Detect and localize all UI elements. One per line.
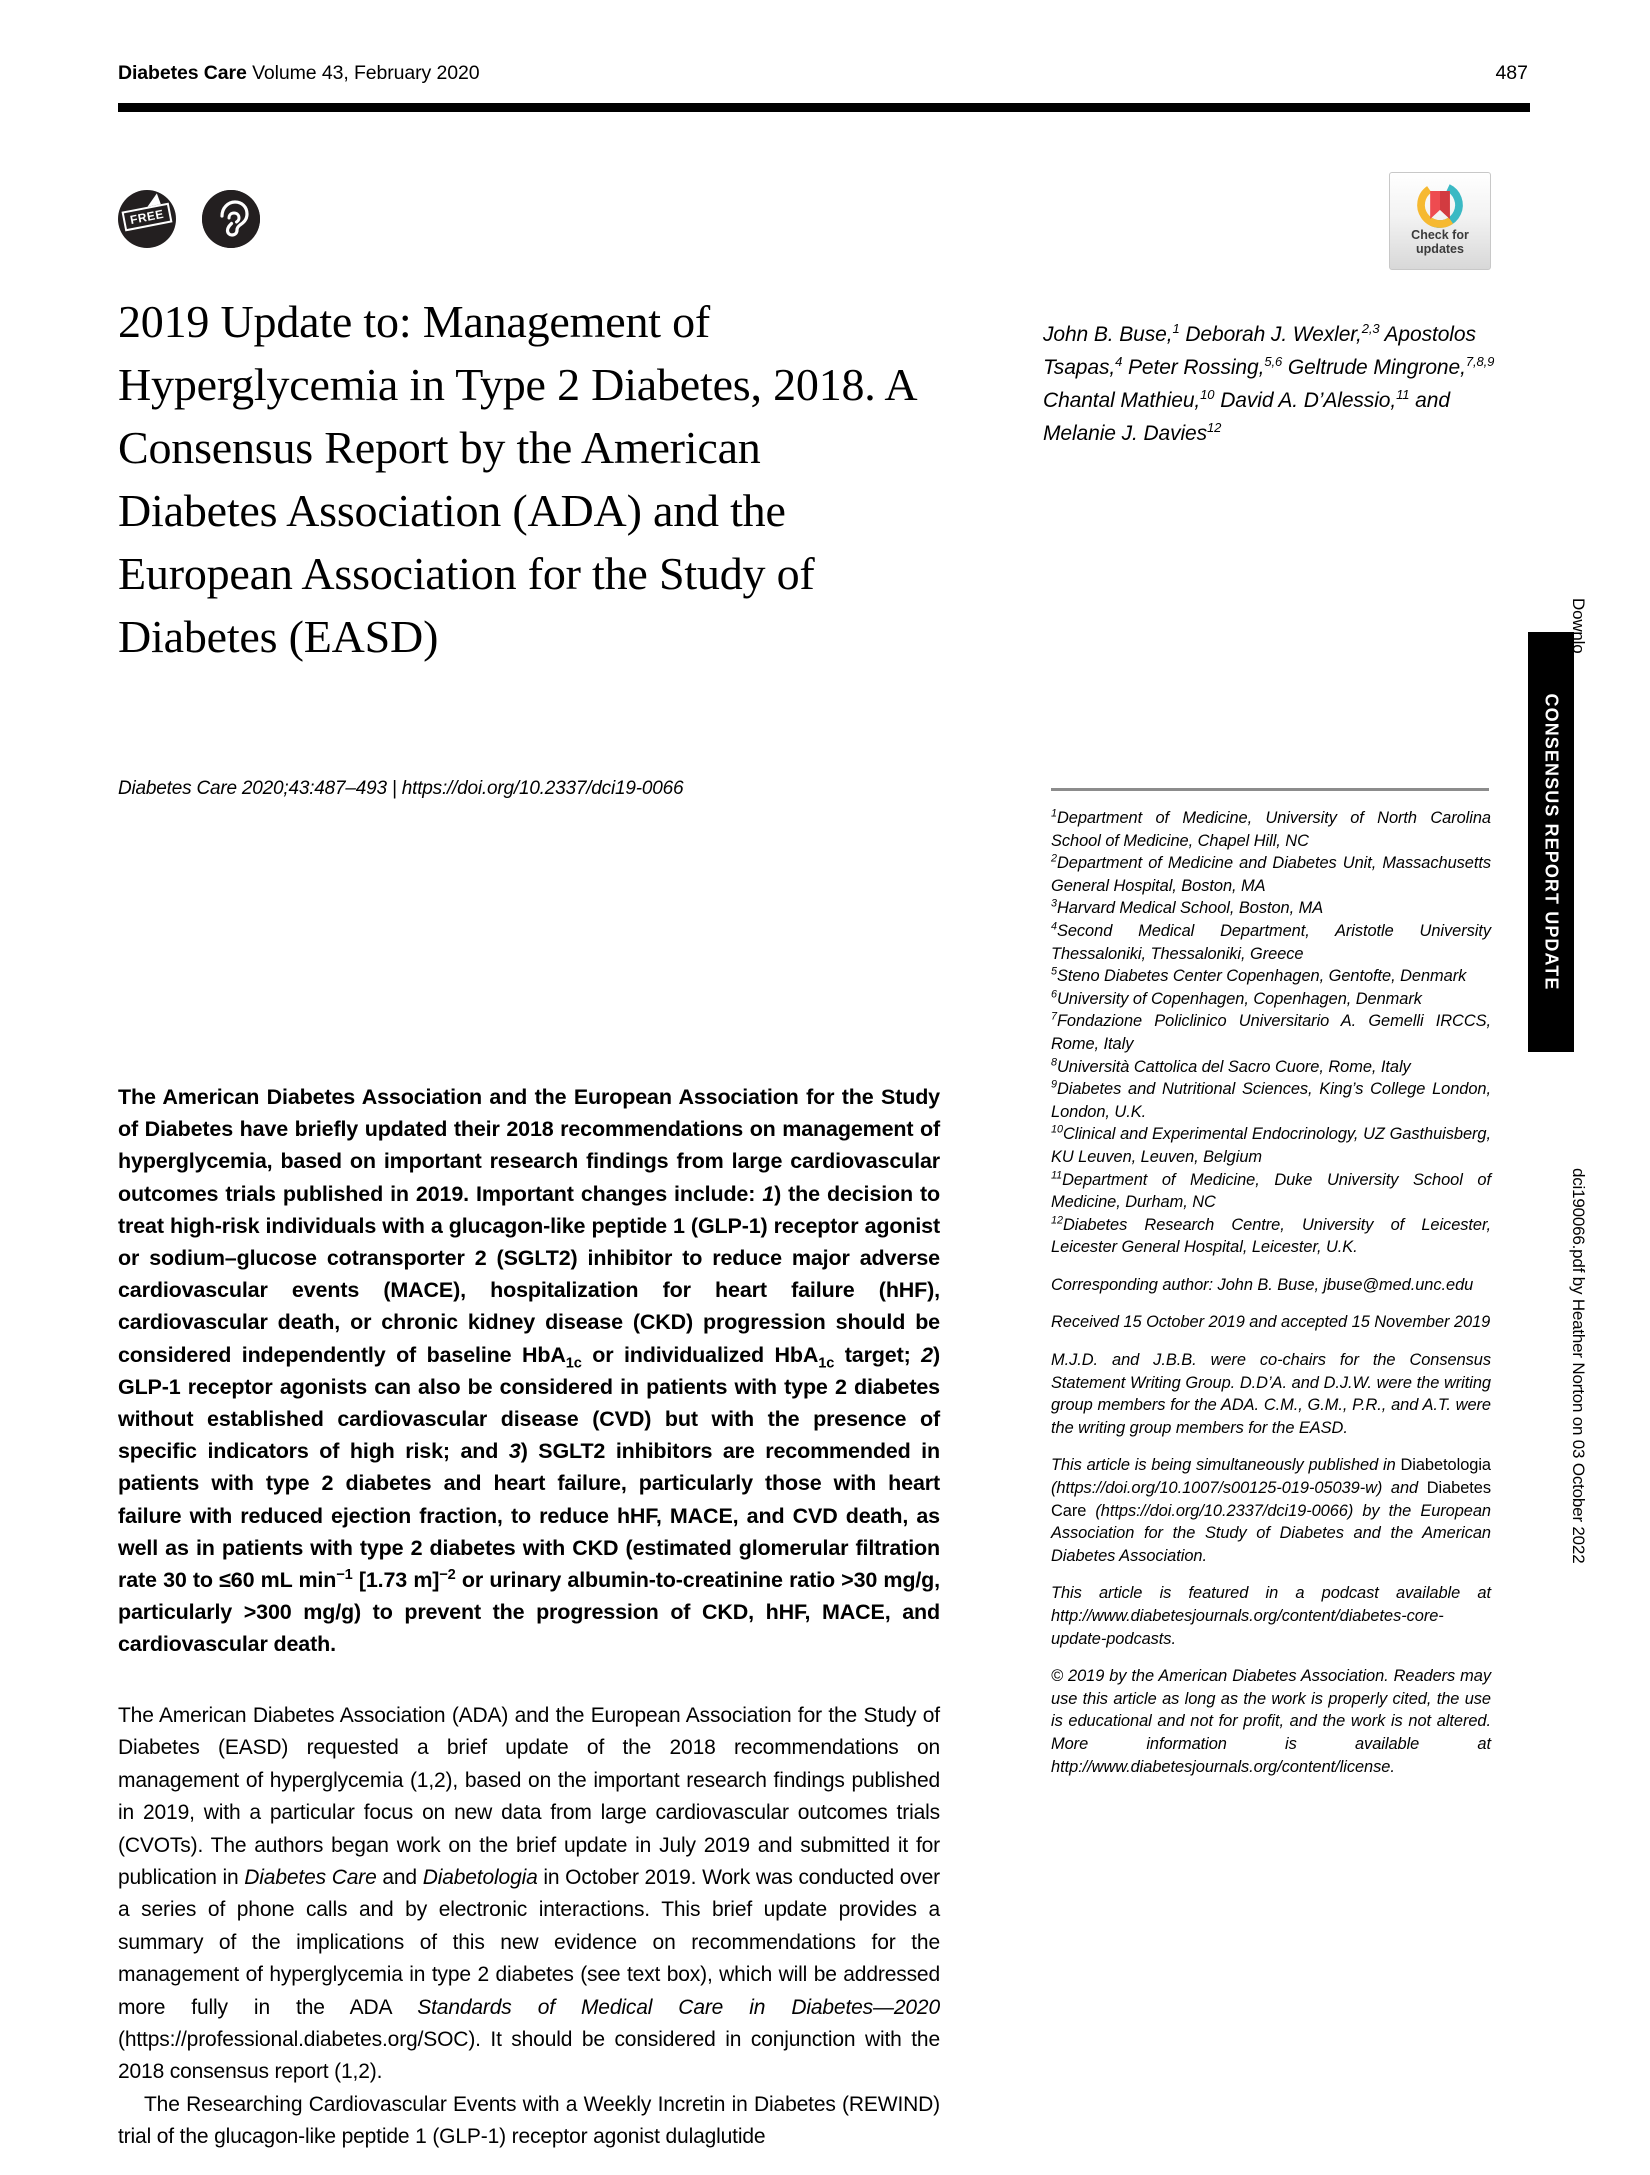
- affiliation-marker: 4: [1051, 920, 1057, 933]
- received-accepted-note: Received 15 October 2019 and accepted 15 November 2019: [1051, 1313, 1491, 1332]
- affiliation-item: [1051, 1214, 1491, 1259]
- author-name: Geltrude Mingrone,: [1287, 356, 1466, 379]
- affiliation-marker: 2: [1051, 852, 1057, 865]
- section-side-tab-label: CONSENSUS REPORT UPDATE: [1541, 693, 1562, 991]
- affiliation-marker: 3: [1051, 897, 1057, 910]
- affiliation-text: Second Medical Department, Aristotle University Thessaloniki, Thessaloniki, Greece: [1051, 921, 1491, 963]
- body-paragraph-2: The Researching Cardiovascular Events with a Weekly Incretin in Diabetes (REWIND) trial of the glucagon-like peptide 1 (GLP-1) receptor agonist dulaglutide: [118, 2092, 940, 2149]
- abstract-exp-2: −2: [439, 1566, 456, 1583]
- author-name: Peter Rossing,: [1127, 356, 1265, 379]
- author-name: Apostolos Tsapas,: [1043, 323, 1476, 379]
- abstract-seg-8: or urinary albumin-to-creatinine ratio >30 mg/g, particularly >300 mg/g) to prevent the progression of CKD, hHF, MACE, and cardiovascular death.: [118, 1568, 940, 1657]
- affiliation-marker: 7: [1051, 1010, 1057, 1023]
- author-name: and: [1415, 389, 1450, 412]
- author-affiliation-marker: 2,3: [1361, 321, 1380, 336]
- simul-journal-2: Diabetes Care: [1051, 1479, 1491, 1520]
- check-for-updates-badge[interactable]: [1389, 172, 1491, 270]
- free-badge-text: FREE: [128, 206, 166, 228]
- abstract-seg-4: target;: [834, 1342, 922, 1367]
- abstract-hba1c-sub-2: 1c: [818, 1354, 835, 1371]
- podcast-note: This article is featured in a podcast available at http://www.diabetesjournals.org/content/diabetes-core-update-podcasts.: [1051, 1584, 1491, 1648]
- abstract-seg-6: ) SGLT2 inhibitors are recommended in patients with type 2 diabetes and heart failure, particularly those with heart failure with reduced ejection fraction, to reduce hHF, MACE, and CVD death, as well as in patients with type 2 diabetes with CKD (estimated glomerular filtration rate 30 to ≤60 mL min: [118, 1439, 940, 1593]
- article-title: 2019 Update to: Management of Hyperglycemia in Type 2 Diabetes, 2018. A Consensus Report by the American Diabetes Association (ADA) and the European Association for the Study of Diabetes (EASD): [118, 296, 915, 662]
- running-head: [118, 62, 1528, 92]
- affiliation-item: [1051, 852, 1491, 897]
- body-p1-journal-2: Diabetologia: [422, 1866, 538, 1890]
- page-number: 487: [1495, 62, 1528, 84]
- author-affiliation-marker: 11: [1396, 387, 1410, 402]
- affiliation-marker: 8: [1051, 1056, 1057, 1069]
- affiliations-and-notes: [1051, 807, 1491, 1778]
- affiliation-marker: 1: [1051, 807, 1057, 820]
- affiliation-item: [1051, 1010, 1491, 1055]
- affiliation-marker: 12: [1051, 1214, 1063, 1227]
- body-text: [118, 1700, 940, 2154]
- volume-issue: Volume 43, February 2020: [252, 62, 480, 84]
- abstract-item-2-number: 2: [921, 1342, 933, 1367]
- affiliation-item: [1051, 807, 1491, 852]
- author-contributions-note: M.J.D. and J.B.B. were co-chairs for the Consensus Statement Writing Group. D.D’A. and D.J.W. were the writing group members for the ADA. C.M., G.M., P.R., and A.T. were the writing group members for the EASD.: [1051, 1351, 1491, 1437]
- author-name: Chantal Mathieu,: [1043, 389, 1201, 412]
- crossmark-line-1: Check for: [1411, 228, 1469, 242]
- section-side-tab: [1528, 632, 1574, 1052]
- affiliation-item: [1051, 1123, 1491, 1168]
- copyright-note: © 2019 by the American Diabetes Association. Readers may use this article as long as the work is properly cited, the use is educational and not for profit, and the work is not altered. More information is available at http://www.diabetesjournals.org/content/license.: [1051, 1667, 1491, 1776]
- author-list: [1043, 318, 1503, 450]
- author-name: Deborah J. Wexler,: [1185, 323, 1362, 346]
- affiliation-list: [1051, 807, 1491, 1259]
- ear-podcast-badge-icon: [202, 190, 260, 248]
- author-affiliation-marker: 4: [1115, 354, 1123, 369]
- affiliation-text: Department of Medicine and Diabetes Unit, Massachusetts General Hospital, Boston, MA: [1051, 854, 1491, 895]
- affiliation-marker: 9: [1051, 1078, 1057, 1091]
- body-p1-standards-title: Standards of Medical Care in Diabetes—2020: [417, 1995, 940, 2019]
- affiliation-text: Clinical and Experimental Endocrinology, UZ Gasthuisberg, KU Leuven, Leuven, Belgium: [1051, 1125, 1491, 1166]
- author-affiliation-marker: 5,6: [1264, 354, 1283, 369]
- corresponding-author-note: Corresponding author: John B. Buse, jbuse@med.unc.edu: [1051, 1275, 1474, 1294]
- affiliation-item: [1051, 988, 1491, 1011]
- abstract-seg-7: [1.73 m]: [352, 1568, 440, 1593]
- affiliation-marker: 10: [1051, 1123, 1063, 1136]
- citation-line: Diabetes Care 2020;43:487–493 | https://doi.org/10.2337/dci19-0066: [118, 778, 684, 799]
- body-p1-seg-b: and: [376, 1866, 423, 1890]
- affiliation-text: Steno Diabetes Center Copenhagen, Gentofte, Denmark: [1056, 967, 1467, 986]
- abstract-seg-3: or individualized HbA: [581, 1342, 819, 1367]
- simul-journal-1: Diabetologia: [1400, 1456, 1491, 1475]
- affiliation-text: Harvard Medical School, Boston, MA: [1056, 899, 1324, 918]
- crossmark-line-2: updates: [1416, 242, 1464, 256]
- author-name: David A. D’Alessio,: [1220, 389, 1397, 412]
- affiliation-text: Department of Medicine, University of North Carolina School of Medicine, Chapel Hill, NC: [1051, 809, 1491, 850]
- badge-row: [118, 190, 318, 270]
- affiliation-text: Department of Medicine, Duke University School of Medicine, Durham, NC: [1051, 1170, 1491, 1212]
- download-watermark-bottom: dci190066.pdf by Heather Norton on 03 October 2022: [1569, 1168, 1588, 1564]
- simul-text-2: (https://doi.org/10.1007/s00125-019-05039-w) and: [1051, 1479, 1427, 1498]
- simul-text-1: This article is being simultaneously published in: [1051, 1456, 1401, 1475]
- abstract-item-3-number: 3: [508, 1439, 521, 1464]
- affiliation-item: [1051, 1169, 1491, 1214]
- abstract-seg-1: The American Diabetes Association and the European Association for the Study of Diabetes have briefly updated their 2018 recommendations on management of hyperglycemia, based on important research findings from large cardiovascular outcomes trials published in 2019. Important changes include:: [118, 1085, 940, 1206]
- author-affiliation-marker: 10: [1200, 387, 1215, 402]
- abstract-paragraph: [118, 1081, 940, 1661]
- author-affiliation-marker: 7,8,9: [1465, 354, 1495, 369]
- affiliation-marker: 5: [1051, 965, 1057, 978]
- affiliation-marker: 6: [1051, 988, 1057, 1001]
- running-head-left: [118, 62, 480, 85]
- body-p1-seg-a: The American Diabetes Association (ADA) and the European Association for the Study of Diabetes (EASD) requested a brief update of the 2018 recommendations on management of hyperglycemia (1,2), based on the important research findings published in 2019, with a particular focus on new data from large cardiovascular outcomes trials (CVOTs). The authors began work on the brief update in July 2019 and submitted it for publication in: [118, 1704, 940, 1890]
- affiliation-item: [1051, 920, 1491, 965]
- body-p1-seg-c: in October 2019. Work was conducted over a series of phone calls and by electronic interactions. This brief update provides a summary of the implications of this new evidence on recommendations for the management of hyperglycemia in type 2 diabetes (see text box), which will be addressed more fully in the ADA: [118, 1866, 940, 2019]
- free-badge-label-shape: [122, 203, 173, 232]
- abstract-item-1-number: 1: [762, 1181, 775, 1206]
- simul-text-3: (https://doi.org/10.2337/dci19-0066) by the European Association for the Study of Diabetes and the American Diabetes Association.: [1051, 1501, 1491, 1565]
- download-watermark-top: Downlo: [1569, 598, 1588, 654]
- author-affiliation-marker: 12: [1207, 420, 1222, 435]
- affiliation-marker: 11: [1051, 1169, 1063, 1182]
- body-p1-seg-d: (https://professional.diabetes.org/SOC). It should be considered in conjunction with the 2018 consensus report (1,2).: [118, 2028, 940, 2084]
- abstract-hba1c-sub-1: 1c: [565, 1354, 582, 1371]
- header-rule: [118, 103, 1530, 112]
- author-affiliation-marker: 1: [1172, 321, 1180, 336]
- body-paragraph-1: [118, 1700, 940, 2089]
- author-name: Melanie J. Davies: [1043, 422, 1208, 445]
- affiliation-item: [1051, 897, 1491, 920]
- body-p1-journal-1: Diabetes Care: [244, 1866, 377, 1890]
- free-access-badge-icon: [118, 190, 176, 248]
- author-name: John B. Buse,: [1043, 323, 1173, 346]
- affiliation-text: Fondazione Policlinico Universitario A. Gemelli IRCCS, Rome, Italy: [1051, 1012, 1491, 1053]
- simultaneous-publication-note: [1051, 1454, 1491, 1567]
- affiliation-text: University of Copenhagen, Copenhagen, Denmark: [1056, 989, 1422, 1008]
- affiliation-item: [1051, 1056, 1491, 1079]
- abstract-seg-5: ) GLP-1 receptor agonists can also be considered in patients with type 2 diabetes without established cardiovascular disease (CVD) but with the presence of specific indicators of high risk; and: [118, 1342, 940, 1464]
- affiliation-text: Università Cattolica del Sacro Cuore, Rome, Italy: [1056, 1057, 1411, 1076]
- abstract-exp-1: −1: [336, 1566, 353, 1583]
- affiliation-text: Diabetes Research Centre, University of Leicester, Leicester General Hospital, Leicester, U.K.: [1051, 1215, 1491, 1257]
- journal-name: Diabetes Care: [118, 62, 247, 84]
- crossmark-label: [1390, 228, 1490, 256]
- affiliation-item: [1051, 1078, 1491, 1123]
- abstract-seg-2: ) the decision to treat high-risk individuals with a glucagon-like peptide 1 (GLP-1) receptor agonist or sodium–glucose cotransporter 2 (SGLT2) inhibitor to reduce major adverse cardiovascular events (MACE), hospitalization for heart failure (hHF), cardiovascular death, or chronic kidney disease (CKD) progression should be considered independently of baseline HbA: [118, 1181, 940, 1367]
- affiliation-text: Diabetes and Nutritional Sciences, King’s College London, London, U.K.: [1051, 1080, 1491, 1121]
- affiliation-item: [1051, 965, 1491, 988]
- affiliation-divider: [1051, 788, 1489, 791]
